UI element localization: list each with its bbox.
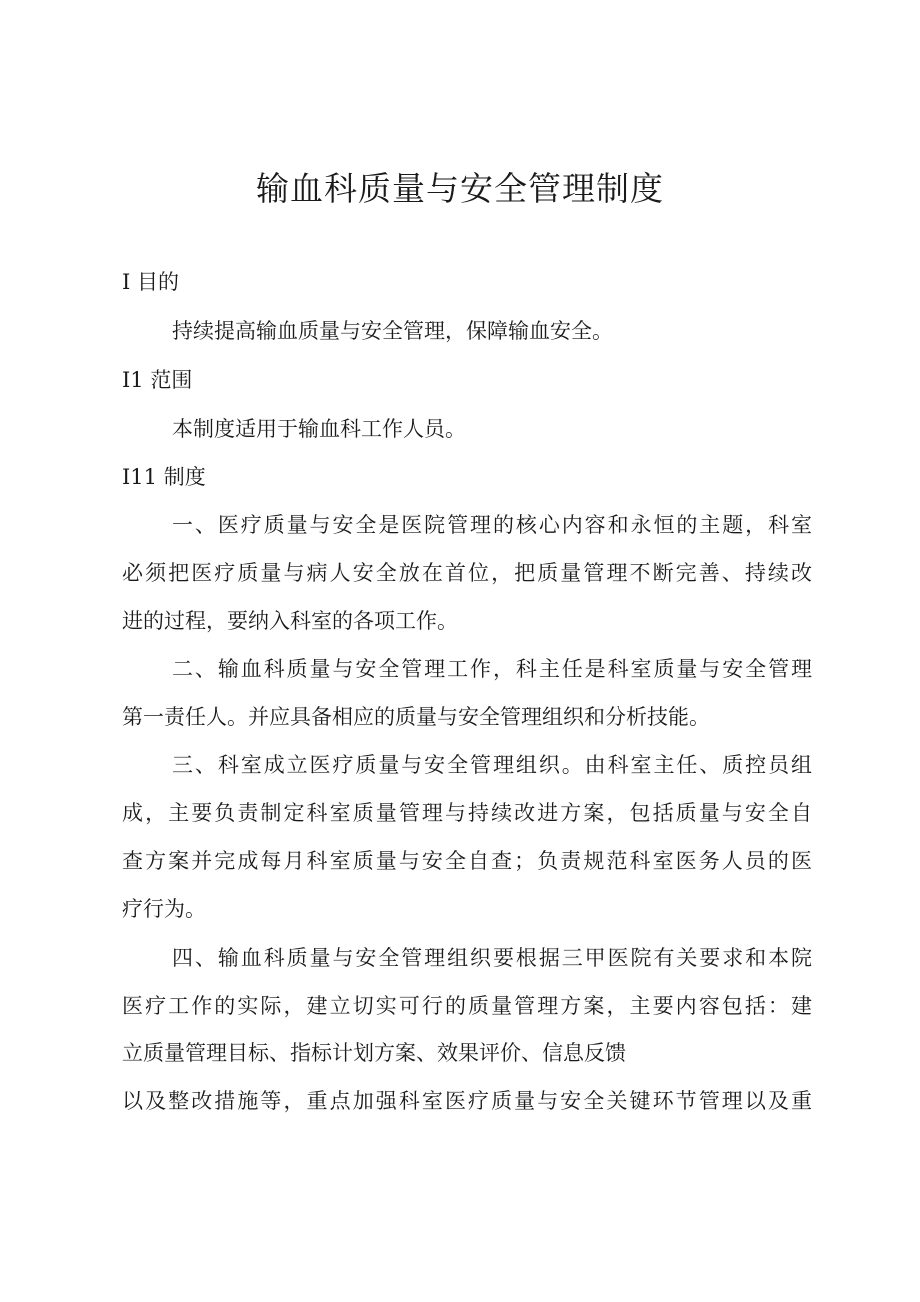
- paragraph-line: 第一责任人。并应具备相应的质量与安全管理组织和分析技能。: [122, 705, 710, 729]
- section-body-scope: 本制度适用于输血科工作人员。: [172, 417, 466, 441]
- paragraph-line: 二、输血科质量与安全管理工作，科主任是科室质量与安全管理: [172, 657, 812, 681]
- document-title: 输血科质量与安全管理制度: [256, 169, 664, 208]
- paragraph-line: 疗行为。: [122, 897, 206, 921]
- paragraph-line: 医疗工作的实际，建立切实可行的质量管理方案，主要内容包括：建: [122, 994, 812, 1018]
- section-body-purpose: 持续提高输血质量与安全管理，保障输血安全。: [172, 319, 613, 343]
- paragraph-line: 进的过程，要纳入科室的各项工作。: [122, 609, 458, 633]
- paragraph-line: 立质量管理目标、指标计划方案、效果评价、信息反馈: [122, 1041, 626, 1065]
- paragraph-line: 三、科室成立医疗质量与安全管理组织。由科室主任、质控员组: [172, 753, 812, 777]
- paragraph-line: 以及整改措施等，重点加强科室医疗质量与安全关键环节管理以及重: [122, 1089, 812, 1113]
- paragraph-line: 成，主要负责制定科室质量管理与持续改进方案，包括质量与安全自: [122, 801, 812, 825]
- paragraph-line: 一、医疗质量与安全是医院管理的核心内容和永恒的主题，科室: [172, 513, 812, 537]
- section-heading-purpose: I 目的: [122, 270, 179, 294]
- section-heading-policy: I11 制度: [122, 465, 206, 489]
- paragraph-line: 四、输血科质量与安全管理组织要根据三甲医院有关要求和本院: [172, 946, 812, 970]
- paragraph-line: 必须把医疗质量与病人安全放在首位，把质量管理不断完善、持续改: [122, 561, 812, 585]
- paragraph-line: 查方案并完成每月科室质量与安全自查；负责规范科室医务人员的医: [122, 849, 812, 873]
- section-heading-scope: I1 范围: [122, 368, 193, 392]
